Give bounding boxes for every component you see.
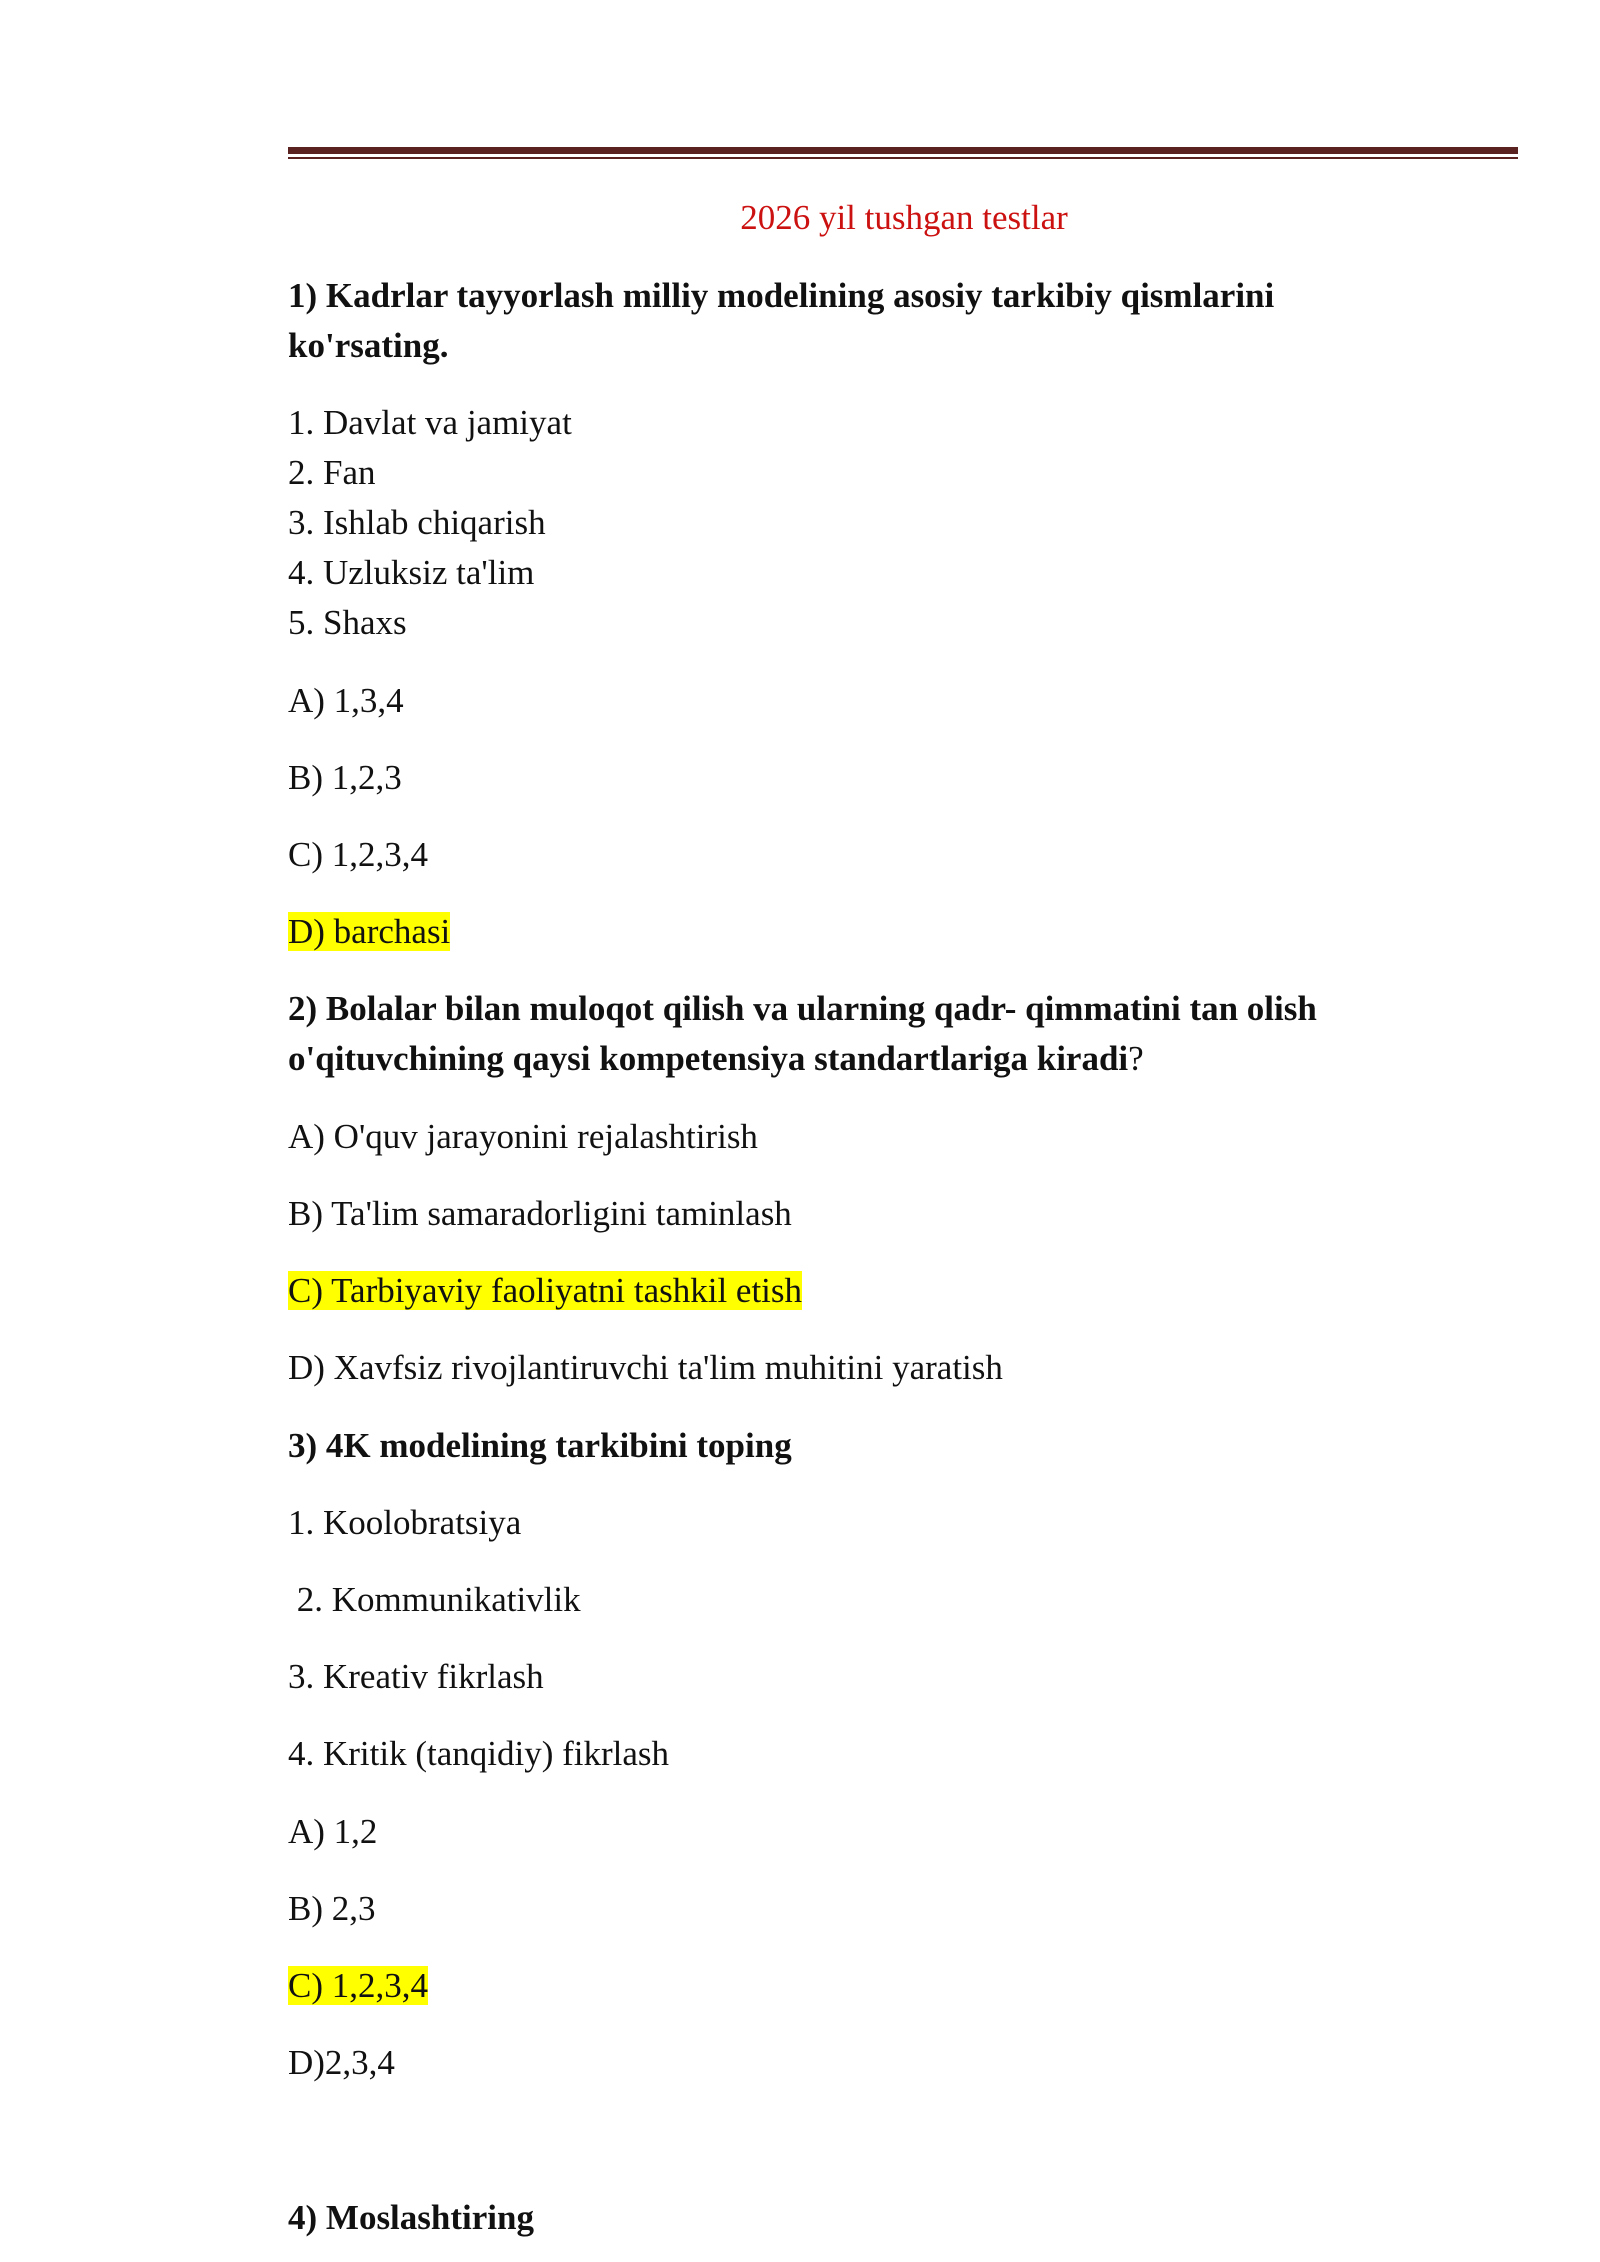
question-1-item: 5. Shaxs (288, 603, 407, 642)
question-3-item: 2. Kommunikativlik (288, 1580, 581, 1619)
question-3-option-d: D)2,3,4 (288, 2043, 395, 2082)
question-1-option-d-correct (288, 907, 450, 957)
question-4-title: 4) Moslashtiring (288, 2198, 534, 2237)
question-3-item: 4. Kritik (tanqidiy) fikrlash (288, 1734, 670, 1773)
question-3-title: 3) 4K modelining tarkibini toping (288, 1426, 792, 1465)
question-2-option-b: B) Ta'lim samaradorligini taminlash (288, 1194, 792, 1233)
question-2-title-text: o'qituvchining qaysi kompetensiya standartlariga kiradi (288, 1039, 1129, 1078)
question-2-title: 2) Bolalar bilan muloqot qilish va ularning qadr- qimmatini tan olish (288, 989, 1317, 1028)
question-1-item: 4. Uzluksiz ta'lim (288, 553, 535, 592)
question-1-item: 1. Davlat va jamiyat (288, 403, 572, 442)
question-1-option-a: A) 1,3,4 (288, 681, 404, 720)
answer-highlight: C) Tarbiyaviy faoliyatni tashkil etish (288, 1271, 803, 1310)
question-3-item: 3. Kreativ fikrlash (288, 1657, 544, 1696)
question-1-title: 1) Kadrlar tayyorlash milliy modelining asosiy tarkibiy qismlarini (288, 276, 1275, 315)
question-1-option-c: C) 1,2,3,4 (288, 835, 428, 874)
question-1-item: 3. Ishlab chiqarish (288, 503, 546, 542)
question-2-question-mark: ? (1128, 1039, 1144, 1078)
question-1-item: 2. Fan (288, 453, 376, 492)
question-3-option-c-correct (288, 1961, 428, 2011)
answer-highlight: C) 1,2,3,4 (288, 1966, 428, 2005)
question-2-option-c-correct (288, 1266, 802, 1316)
header-rule-thick (288, 147, 1518, 154)
question-2-title-cont (288, 1034, 1144, 1084)
answer-highlight: D) barchasi (288, 912, 451, 951)
question-1-option-b: B) 1,2,3 (288, 758, 402, 797)
header-rule-thin (288, 157, 1518, 159)
question-1-title-cont: ko'rsating. (288, 326, 449, 365)
question-3-option-b: B) 2,3 (288, 1889, 376, 1928)
header-title: 2026 yil tushgan testlar (740, 198, 1068, 237)
question-2-option-a: A) O'quv jarayonini rejalashtirish (288, 1117, 758, 1156)
question-3-item: 1. Koolobratsiya (288, 1503, 522, 1542)
question-2-option-d: D) Xavfsiz rivojlantiruvchi ta'lim muhitini yaratish (288, 1348, 1003, 1387)
question-3-option-a: A) 1,2 (288, 1812, 378, 1851)
